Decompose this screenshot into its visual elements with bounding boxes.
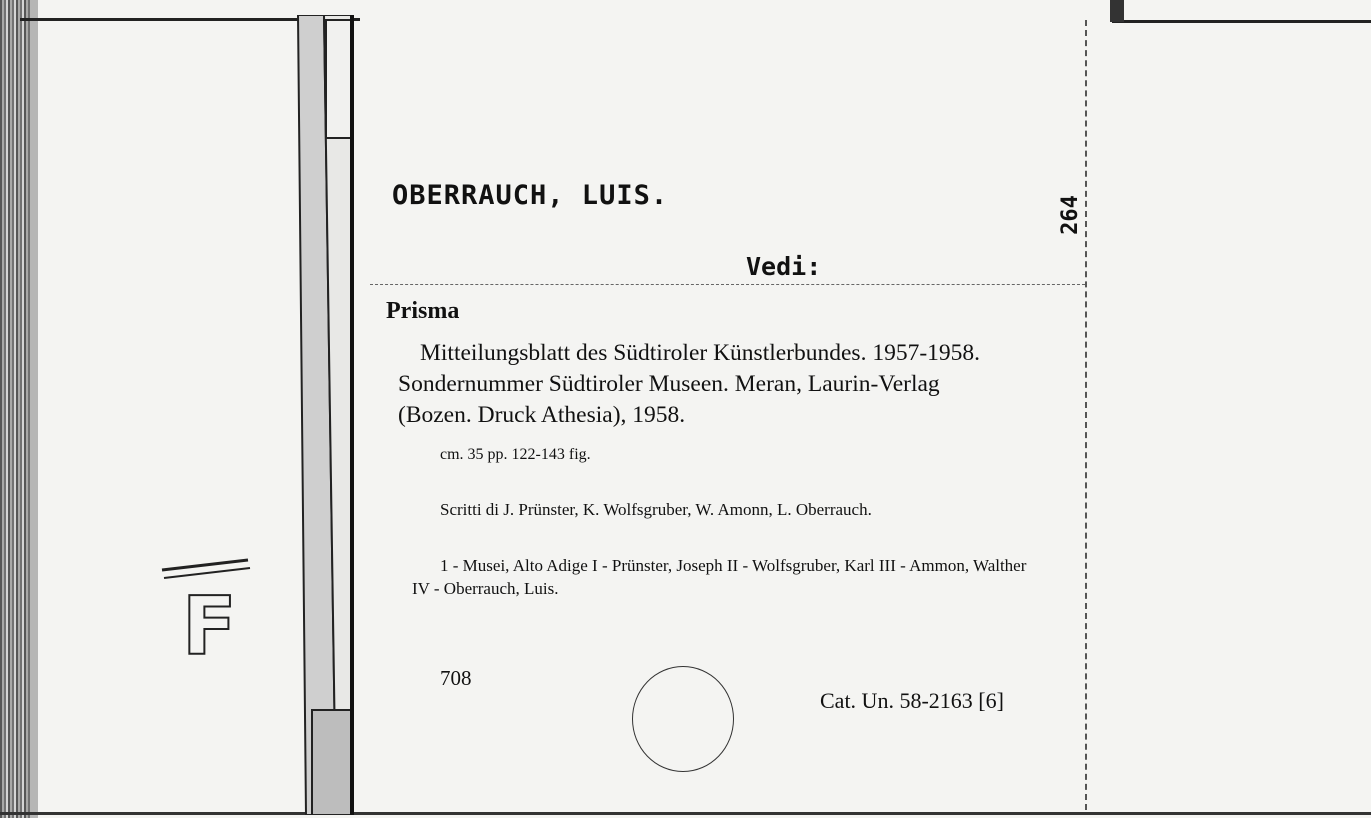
catalog-card xyxy=(370,20,1085,810)
subject-headings: 1 - Musei, Alto Adige I - Prünster, Joseph II - Wolfsgruber, Karl III - Ammon, Walther IV - Oberrauch, Luis. xyxy=(412,556,1027,598)
card-heading: OBERRAUCH, LUIS. xyxy=(392,180,669,211)
binder-spine xyxy=(296,15,366,815)
scan-marker xyxy=(1110,0,1124,22)
card-description: Mitteilungsblatt des Südtiroler Künstlerbundes. 1957-1958. Sondernummer Südtiroler Museen. Meran, Laurin-Verlag (Bozen. Druck Athesia), 1958. xyxy=(398,340,981,428)
heading-divider xyxy=(370,284,1085,285)
card-title: Prisma xyxy=(386,298,460,324)
divider-tab-letter: F xyxy=(182,580,237,656)
authors-note: Scritti di J. Prünster, K. Wolfsgruber, W. Amonn, L. Oberrauch. xyxy=(440,500,872,519)
catalog-reference: Cat. Un. 58-2163 [6] xyxy=(820,688,1004,713)
card-number: 708 xyxy=(440,666,472,690)
card-punch-hole xyxy=(632,666,734,772)
divider-tab xyxy=(160,556,255,656)
scan-left-shadow xyxy=(30,0,38,818)
physical-description: cm. 35 pp. 122-143 fig. xyxy=(440,446,591,463)
scan-bottom-rule xyxy=(0,812,1371,815)
see-also-label: Vedi: xyxy=(746,252,822,281)
scan-top-rule-right xyxy=(1112,20,1371,23)
scan-left-edge xyxy=(0,0,30,818)
side-number: 264 xyxy=(1057,195,1083,235)
